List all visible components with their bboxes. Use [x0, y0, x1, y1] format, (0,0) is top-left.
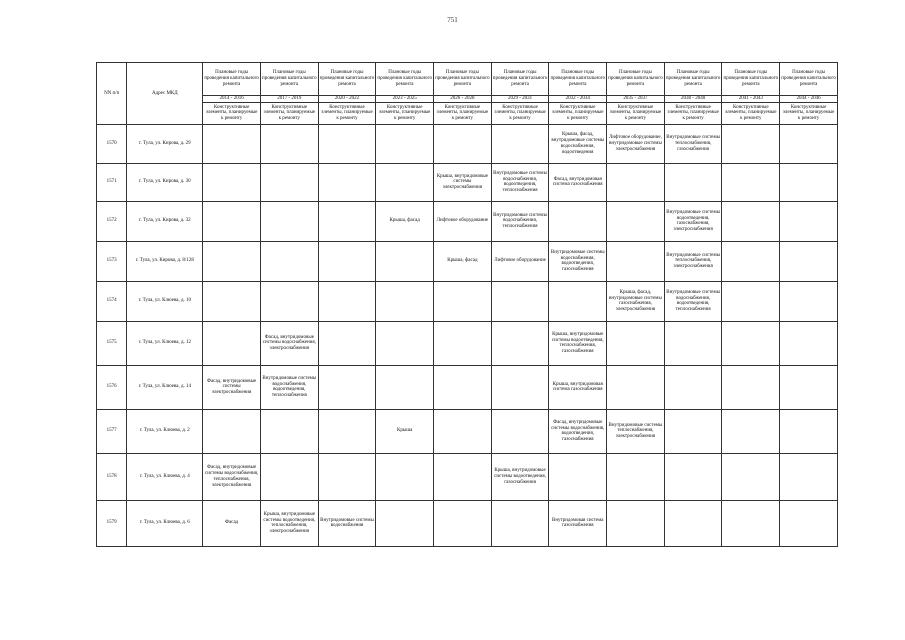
row-cell — [722, 409, 780, 453]
row-cell: Фасад — [203, 500, 261, 546]
row-cell — [664, 500, 722, 546]
row-cell: Фасад, внутридомовые системы водоснабжения, теплоснабжения, электроснабжения — [203, 453, 261, 500]
row-cell — [260, 124, 318, 163]
row-cell: Внутридомовая система газоснабжения — [549, 500, 607, 546]
row-number: 1578 — [97, 453, 127, 500]
table-row — [97, 281, 838, 321]
row-cell: Лифтовое оборудование — [434, 201, 492, 241]
header-period: 2035 - 2037 — [607, 96, 665, 103]
header-period: 2044 - 2046 — [780, 96, 838, 103]
row-cell — [260, 241, 318, 281]
row-address: г. Тула, ул. Клюева, д. 4 — [127, 453, 203, 500]
header-period: 2017 - 2019 — [260, 96, 318, 103]
row-cell — [318, 409, 376, 453]
row-cell — [434, 409, 492, 453]
row-address: г. Тула, ул. Кирова, д. 32 — [127, 201, 203, 241]
table-row — [97, 409, 838, 453]
header-elements-label: Конструктивные элементы, планируемые к ремонту — [203, 102, 261, 124]
row-cell — [491, 124, 549, 163]
header-elements-label: Конструктивные элементы, планируемые к ремонту — [664, 102, 722, 124]
row-cell — [607, 201, 665, 241]
row-cell: Крыша, внутридомовые системы электроснабжения — [434, 163, 492, 201]
row-number: 1577 — [97, 409, 127, 453]
row-cell: Крыша — [376, 409, 434, 453]
row-cell — [318, 365, 376, 409]
row-cell — [780, 163, 838, 201]
row-address: г. Тула, ул. Кирова, д. 29 — [127, 124, 203, 163]
row-cell — [664, 321, 722, 365]
row-cell — [318, 124, 376, 163]
row-cell — [434, 365, 492, 409]
header-planned-label: Плановые годы проведения капитального ремонта — [260, 63, 318, 96]
row-cell — [376, 321, 434, 365]
row-address: г. Тула, ул. Клюева, д. 6 — [127, 500, 203, 546]
row-cell — [722, 281, 780, 321]
row-cell — [722, 500, 780, 546]
header-elements-label: Конструктивные элементы, планируемые к ремонту — [780, 102, 838, 124]
header-elements-label: Конструктивные элементы, планируемые к ремонту — [491, 102, 549, 124]
row-cell — [260, 163, 318, 201]
row-cell — [434, 281, 492, 321]
row-cell: Крыша, внутридомовые системы водоотведения, теплоснабжения, газоснабжения — [549, 321, 607, 365]
header-address: Адрес МКД — [127, 63, 203, 125]
row-cell — [780, 365, 838, 409]
table-row — [97, 365, 838, 409]
header-planned-label: Плановые годы проведения капитального ремонта — [376, 63, 434, 96]
row-cell — [203, 241, 261, 281]
table-row — [97, 500, 838, 546]
row-cell — [318, 201, 376, 241]
table-row — [97, 321, 838, 365]
row-cell — [549, 201, 607, 241]
row-cell: Крыша, фасад — [376, 201, 434, 241]
row-cell — [203, 409, 261, 453]
header-planned-label: Плановые годы проведения капитального ремонта — [722, 63, 780, 96]
row-cell — [491, 409, 549, 453]
row-cell — [607, 500, 665, 546]
header-period: 2026 - 2028 — [434, 96, 492, 103]
row-cell — [260, 281, 318, 321]
row-cell: Внутридомовые системы водоснабжения, водоотведения, теплоснабжения — [491, 163, 549, 201]
row-cell: Внутридомовые системы водоотведения, газоснабжения, электроснабжения — [664, 201, 722, 241]
row-cell — [780, 453, 838, 500]
row-cell — [376, 453, 434, 500]
row-cell — [722, 124, 780, 163]
row-cell — [376, 500, 434, 546]
row-number: 1579 — [97, 500, 127, 546]
header-planned-label: Плановые годы проведения капитального ремонта — [318, 63, 376, 96]
row-cell: Лифтовое оборудование — [491, 241, 549, 281]
row-cell: Внутридомовые системы теплоснабжения, электроснабжения — [664, 241, 722, 281]
row-cell — [607, 321, 665, 365]
header-elements-label: Конструктивные элементы, планируемые к ремонту — [376, 102, 434, 124]
table-row — [97, 201, 838, 241]
table-row — [97, 124, 838, 163]
row-address: г. Тула, ул. Кирова, д. 8/128 — [127, 241, 203, 281]
row-cell — [260, 453, 318, 500]
header-period: 2041 - 2043 — [722, 96, 780, 103]
row-cell — [491, 500, 549, 546]
row-cell: Крыша, фасад, внутридомовые системы водоснабжения, водоотведения — [549, 124, 607, 163]
header-period: 2032 - 2034 — [549, 96, 607, 103]
row-cell — [722, 201, 780, 241]
row-cell — [376, 163, 434, 201]
row-cell — [722, 453, 780, 500]
row-cell — [780, 201, 838, 241]
row-address: г. Тула, ул. Кирова, д. 30 — [127, 163, 203, 201]
row-cell — [260, 409, 318, 453]
row-number: 1573 — [97, 241, 127, 281]
row-number: 1572 — [97, 201, 127, 241]
header-planned-label: Плановые годы проведения капитального ремонта — [491, 63, 549, 96]
row-cell — [491, 321, 549, 365]
row-cell — [203, 321, 261, 365]
header-planned-label: Плановые годы проведения капитального ремонта — [434, 63, 492, 96]
row-cell — [434, 500, 492, 546]
row-cell: Внутридомовые системы водоснабжения, теплоснабжения — [491, 201, 549, 241]
row-cell — [607, 241, 665, 281]
row-cell — [318, 281, 376, 321]
row-cell: Фасад, внутридомовые системы электроснабжения — [203, 365, 261, 409]
row-cell — [549, 453, 607, 500]
header-elements-label: Конструктивные элементы, планируемые к ремонту — [260, 102, 318, 124]
row-cell — [607, 453, 665, 500]
row-cell — [664, 163, 722, 201]
header-elements-label: Конструктивные элементы, планируемые к ремонту — [318, 102, 376, 124]
row-cell: Крыша, внутридомовая система газоснабжения — [549, 365, 607, 409]
row-cell — [664, 409, 722, 453]
row-cell — [607, 365, 665, 409]
row-cell — [260, 201, 318, 241]
header-planned-label: Плановые годы проведения капитального ремонта — [664, 63, 722, 96]
row-address: г. Тула, ул. Клюева, д. 12 — [127, 321, 203, 365]
row-cell — [203, 163, 261, 201]
header-period: 2014 - 2016 — [203, 96, 261, 103]
row-cell — [318, 453, 376, 500]
row-cell — [664, 453, 722, 500]
header-planned-label: Плановые годы проведения капитального ремонта — [607, 63, 665, 96]
row-cell — [376, 281, 434, 321]
header-period: 2029 - 2031 — [491, 96, 549, 103]
header-planned-label: Плановые годы проведения капитального ремонта — [780, 63, 838, 96]
row-cell — [203, 124, 261, 163]
row-cell — [549, 281, 607, 321]
row-cell — [722, 163, 780, 201]
row-cell: Фасад, внутридомовые системы водоснабжения, электроснабжения — [260, 321, 318, 365]
row-cell: Фасад, внутридомовые системы водоснабжения, водоотведения, газоснабжения — [549, 409, 607, 453]
row-cell — [491, 365, 549, 409]
row-cell — [376, 124, 434, 163]
row-cell — [376, 365, 434, 409]
row-cell — [722, 321, 780, 365]
row-cell: Крыша, внутридомовые системы водоотведения, теплоснабжения, электроснабжения — [260, 500, 318, 546]
row-cell — [491, 281, 549, 321]
header-planned-label: Плановые годы проведения капитального ремонта — [549, 63, 607, 96]
row-number: 1575 — [97, 321, 127, 365]
table-header — [97, 63, 838, 125]
row-number: 1570 — [97, 124, 127, 163]
header-num: NN п/п — [97, 63, 127, 125]
row-cell — [203, 201, 261, 241]
table-body — [97, 124, 838, 546]
row-cell: Крыша, внутридомовые системы водоотведения, газоснабжения — [491, 453, 549, 500]
row-cell — [318, 321, 376, 365]
row-cell: Крыша, фасад — [434, 241, 492, 281]
row-cell: Лифтовое оборудование, внутридомовые системы электроснабжения — [607, 124, 665, 163]
row-number: 1574 — [97, 281, 127, 321]
row-cell: Внутридомовые системы теплоснабжения, газоснабжения — [664, 124, 722, 163]
row-cell: Крыша, фасад, внутридомовые системы газоснабжения, электроснабжения — [607, 281, 665, 321]
table-row — [97, 453, 838, 500]
row-number: 1576 — [97, 365, 127, 409]
row-cell: Внутридомовые системы водоснабжения, водоотведения, газоснабжения — [549, 241, 607, 281]
header-period: 2023 - 2025 — [376, 96, 434, 103]
header-period: 2038 - 2040 — [664, 96, 722, 103]
row-number: 1571 — [97, 163, 127, 201]
row-cell — [376, 241, 434, 281]
row-cell: Внутридомовые системы водоснабжения, водоотведения, теплоснабжения — [664, 281, 722, 321]
header-elements-label: Конструктивные элементы, планируемые к ремонту — [722, 102, 780, 124]
row-address: г. Тула, ул. Клюева, д. 2 — [127, 409, 203, 453]
row-address: г. Тула, ул. Клюева, д. 14 — [127, 365, 203, 409]
header-period: 2020 - 2022 — [318, 96, 376, 103]
table-row — [97, 163, 838, 201]
row-cell: Фасад, внутридомовая система газоснабжения — [549, 163, 607, 201]
row-cell — [318, 241, 376, 281]
header-planned-label: Плановые годы проведения капитального ремонта — [203, 63, 261, 96]
row-cell — [780, 281, 838, 321]
page-number: 751 — [447, 16, 458, 24]
row-cell — [664, 365, 722, 409]
row-cell — [780, 409, 838, 453]
row-cell — [607, 163, 665, 201]
row-cell — [780, 500, 838, 546]
row-cell — [318, 163, 376, 201]
row-cell — [780, 241, 838, 281]
row-address: г. Тула, ул. Клюева, д. 10 — [127, 281, 203, 321]
row-cell — [722, 365, 780, 409]
row-cell — [780, 124, 838, 163]
header-elements-label: Конструктивные элементы, планируемые к ремонту — [549, 102, 607, 124]
header-elements-label: Конструктивные элементы, планируемые к ремонту — [607, 102, 665, 124]
row-cell: Внутридомовые системы теплоснабжения, электроснабжения — [607, 409, 665, 453]
repair-schedule-table — [96, 62, 838, 547]
header-elements-label: Конструктивные элементы, планируемые к ремонту — [434, 102, 492, 124]
row-cell — [203, 281, 261, 321]
row-cell — [780, 321, 838, 365]
row-cell — [434, 124, 492, 163]
row-cell: Внутридомовые системы водоснабжения — [318, 500, 376, 546]
row-cell: Внутридомовые системы водоснабжения, водоотведения, теплоснабжения — [260, 365, 318, 409]
row-cell — [434, 453, 492, 500]
row-cell — [434, 321, 492, 365]
row-cell — [722, 241, 780, 281]
table-row — [97, 241, 838, 281]
